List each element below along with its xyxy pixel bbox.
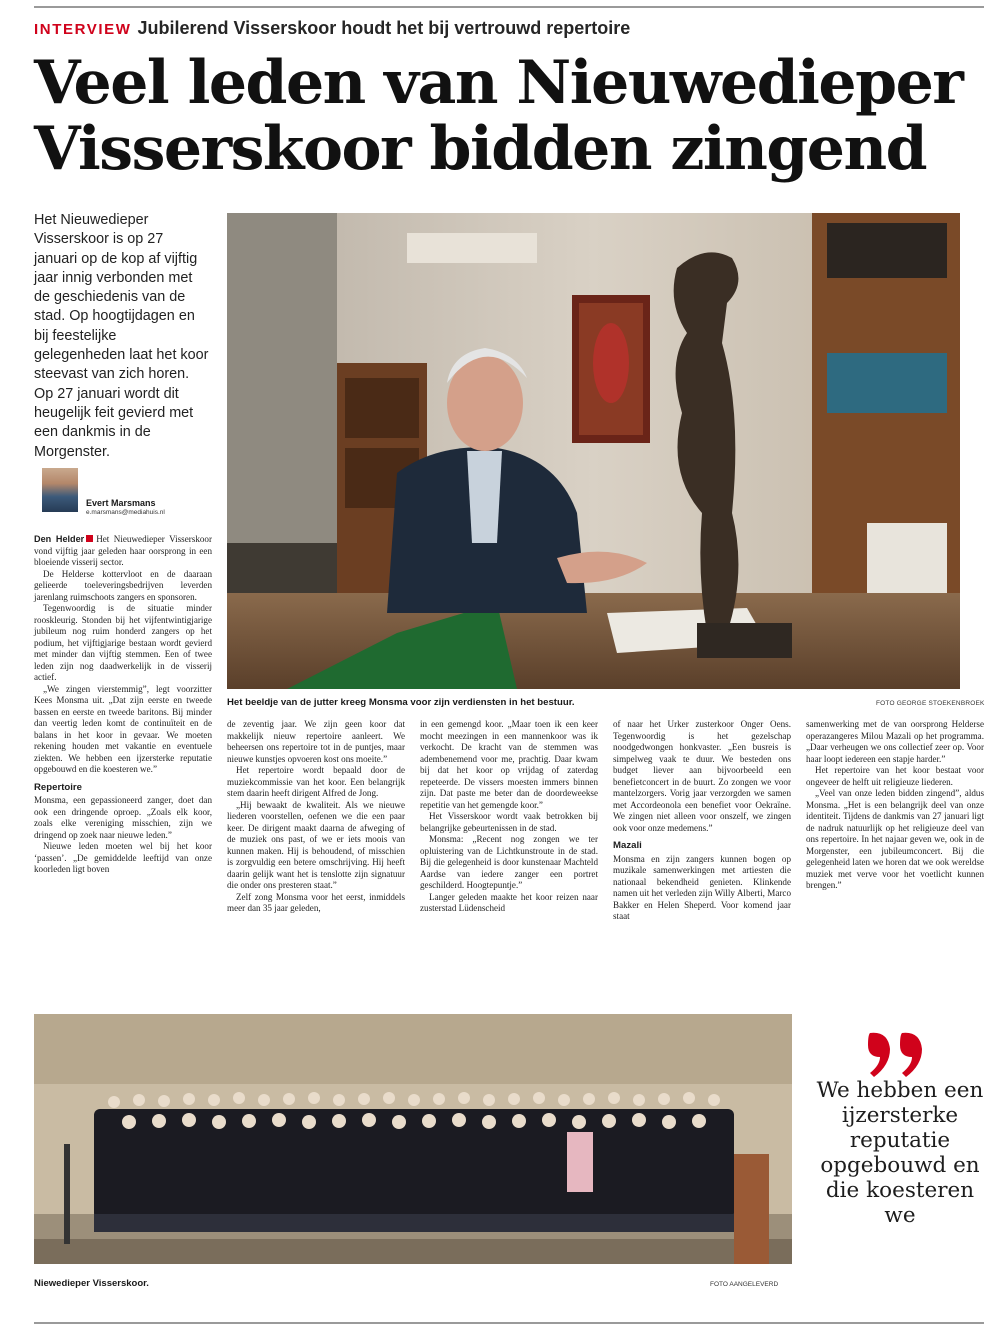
headline-line-1: Veel leden van Nieuwedieper: [34, 48, 963, 118]
bottom-rule: [34, 1322, 984, 1324]
paragraph: „Hij bewaakt de kwaliteit. Als we nieuwe liederen voorstellen, oefenen we die een paar keer. De dirigent maakt daarna de afweging of de muziek ons past, of we er iets moois van kunnen maken. Hij is behoudend, of misschien is zorgvuldig een betere omschrijving. Hij heeft daarin gelijk want het is tenslotte zijn signatuur die onder ons presteren staat.”: [227, 799, 405, 890]
paragraph: Het Visserskoor wordt vaak betrokken bij belangrijke gebeurtenissen in de stad.: [420, 811, 598, 833]
author-byline: [34, 468, 214, 514]
intro-paragraph: Het Nieuwedieper Visserskoor is op 27 januari op de kop af vijftig jaar innig verbonden met de geschiedenis van de stad. Op hoogtijdagen en bij feestelijke gelegenheden laat het koor steevast van zich horen. Op 27 januari wordt dit heugelijk feit gevierd met een dankmis in de Morgenster.: [34, 212, 209, 460]
paragraph: Monsma en zijn zangers kunnen bogen op muzikale samenwerkingen met artiesten die nationaal bekendheid genieten. Klinkende namen uit het verleden zijn Willy Alberti, Marco Bakker en Helen Sheperd. Voor komend jaar staat: [613, 853, 791, 921]
author-email: e.marsmans@mediahuis.nl: [86, 509, 165, 516]
top-rule: [34, 6, 984, 8]
paragraph: Nieuwe leden moeten wel bij het koor ‘passen’. „De gemiddelde leeftijd van onze koorleden ligt boven: [34, 841, 212, 874]
quote-mark-icon: [862, 1025, 932, 1085]
lead-paragraph: [34, 534, 212, 569]
kicker-label: INTERVIEW: [34, 21, 132, 38]
article-column-1: [34, 534, 212, 876]
paragraph: samenwerking met de van oorsprong Helderse operazangeres Milou Mazali op het programma. „Daar verheugen we ons collectief zeer op. Voor haar loopt iedereen een stapje harder.”: [806, 719, 984, 764]
paragraph: De Helderse kottervloot en de daaraan gelieerde toeleveringsbedrijven leverden jarenlang ruimschoots zangers en sponsoren.: [34, 568, 212, 602]
subheading-mazali: Mazali: [613, 840, 642, 851]
paragraph: Monsma: „Recent nog zongen we ter opluistering van de Lichtkunstroute in de stad. Bij die gelegenheid is door kunstenaar Machteld Aardse van iedere zanger een portret geschilderd. Hoogtepuntje.”: [420, 834, 598, 890]
choir-photo: [34, 1014, 792, 1264]
paragraph: „We zingen vierstemmig”, legt voorzitter Kees Monsma uit. „Dat zijn eerste en tweede bassen en eerste en tweede baritons. Bij minder dan veertig leden komt de continuïteit en de balans in het koor in gevaar. We moeten rekening houden met vakantie en eventuele ziekten. We hebben een ijzersterke reputatie opgebouwd en die koesteren we.”: [34, 683, 212, 774]
paragraph: Monsma, een gepassioneerd zanger, doet dan ook een dringende oproep. „Zoals elk koor, zoals elke vereniging misschien, zijn we dringend op zoek naar nieuwe leden.”: [34, 795, 212, 840]
article-column-5: [806, 719, 984, 892]
choir-photo-credit: FOTO AANGELEVERD: [710, 1281, 779, 1288]
dateline-marker: [86, 535, 93, 542]
lead-text: Het Nieuwedieper Visserskoor vond vijftig jaar geleden haar oorsprong in een bloeiende visserij sector.: [34, 534, 212, 567]
paragraph: Het repertoire wordt bepaald door de muziekcommissie van het koor. Een belangrijk stem daarin heeft dirigent Alfred de Jong.: [227, 765, 405, 798]
paragraph: Tegenwoordig is de situatie minder rooskleurig. Stonden bij het vijfentwintigjarige jubileum nog ruim honderd zangers op het podium, het vijftigjarige bestaan wordt gevierd met minder dan vijftig stemmen. Een of twee leden zijn nog daadwerkelijk in de visserij actief.: [34, 603, 212, 682]
article-column-4: [613, 719, 791, 923]
pull-quote: We hebben een ijzersterke reputatie opgebouwd en die koesteren we: [816, 1078, 984, 1228]
paragraph: de zeventig jaar. We zijn geen koor dat makkelijk nieuw repertoire aanleert. We beheersen ons repertoire tot in de puntjes, maar nieuwe kunstjes opvoeren kost ons moeite.”: [227, 719, 405, 764]
choir-photo-caption: Niewedieper Visserskoor.: [34, 1278, 149, 1289]
kicker: [34, 18, 630, 39]
kicker-subtitle: Jubilerend Visserskoor houdt het bij vertrouwd repertoire: [137, 18, 631, 38]
main-photo-caption: Het beeldje van de jutter kreeg Monsma voor zijn verdiensten in het bestuur.: [227, 697, 575, 708]
headline: [34, 50, 994, 182]
article-column-3: [420, 719, 598, 915]
main-photo-illustration: [227, 213, 960, 689]
paragraph: Langer geleden maakte het koor reizen naar zusterstad Lüdenscheid: [420, 891, 598, 913]
headline-line-2: Visserskoor bidden zingend: [34, 114, 927, 184]
author-photo: [42, 468, 78, 512]
author-name: Evert Marsmans: [86, 498, 156, 508]
article-column-2: [227, 719, 405, 915]
dateline: Den Helder: [34, 534, 85, 544]
paragraph: in een gemengd koor. „Maar toen ik een keer mocht meezingen in een mannenkoor was ik verkocht. De kracht van de stemmen was adembenemend voor me, prachtig. Daar kwam bij dat het koor op vrijdag of zaterdag repeteerde. De vissers moesten immers binnen zijn. Dat paste me beter dan de doordeweekse repetitie van het gemengde koor.”: [420, 719, 598, 810]
paragraph: „Veel van onze leden bidden zingend”, aldus Monsma. „Het is een belangrijk deel van onze identiteit. Tijdens de dankmis van 27 januari ligt de nadruk natuurlijk op het religieuze deel van ons repertoire. In het najaar geven we, ook in de Morgenster, een jubileumconcert. Bij die gelegenheid laten we horen dat we ook wereldse muziek met verve voor het voetlicht kunnen brengen.”: [806, 788, 984, 890]
paragraph: Zelf zong Monsma voor het eerst, inmiddels meer dan 35 jaar geleden,: [227, 891, 405, 913]
choir-photo-illustration: [34, 1014, 792, 1264]
subheading-repertoire: Repertoire: [34, 781, 82, 793]
paragraph: of naar het Urker zusterkoor Onger Oens. Tegenwoordig is het gezelschap noodgedwongen honkvaster. „Een busreis is simpelweg vaak te duur. We besteden ons budget liever aan bijvoorbeeld een benefietconcert in de buurt. Zo zongen we voor mantelzorgers. Vorig jaar verzorgden we samen met Accordeonola een benefiet voor Oekraïne. We zingen niet alleen voor onszelf, we zingen ook voor onze medemens.”: [613, 719, 791, 833]
paragraph: Het repertoire van het koor bestaat voor ongeveer de helft uit religieuze liederen.: [806, 765, 984, 787]
main-photo-credit: FOTO GEORGE STOEKENBROEK: [876, 700, 985, 707]
main-photo: [227, 213, 960, 689]
